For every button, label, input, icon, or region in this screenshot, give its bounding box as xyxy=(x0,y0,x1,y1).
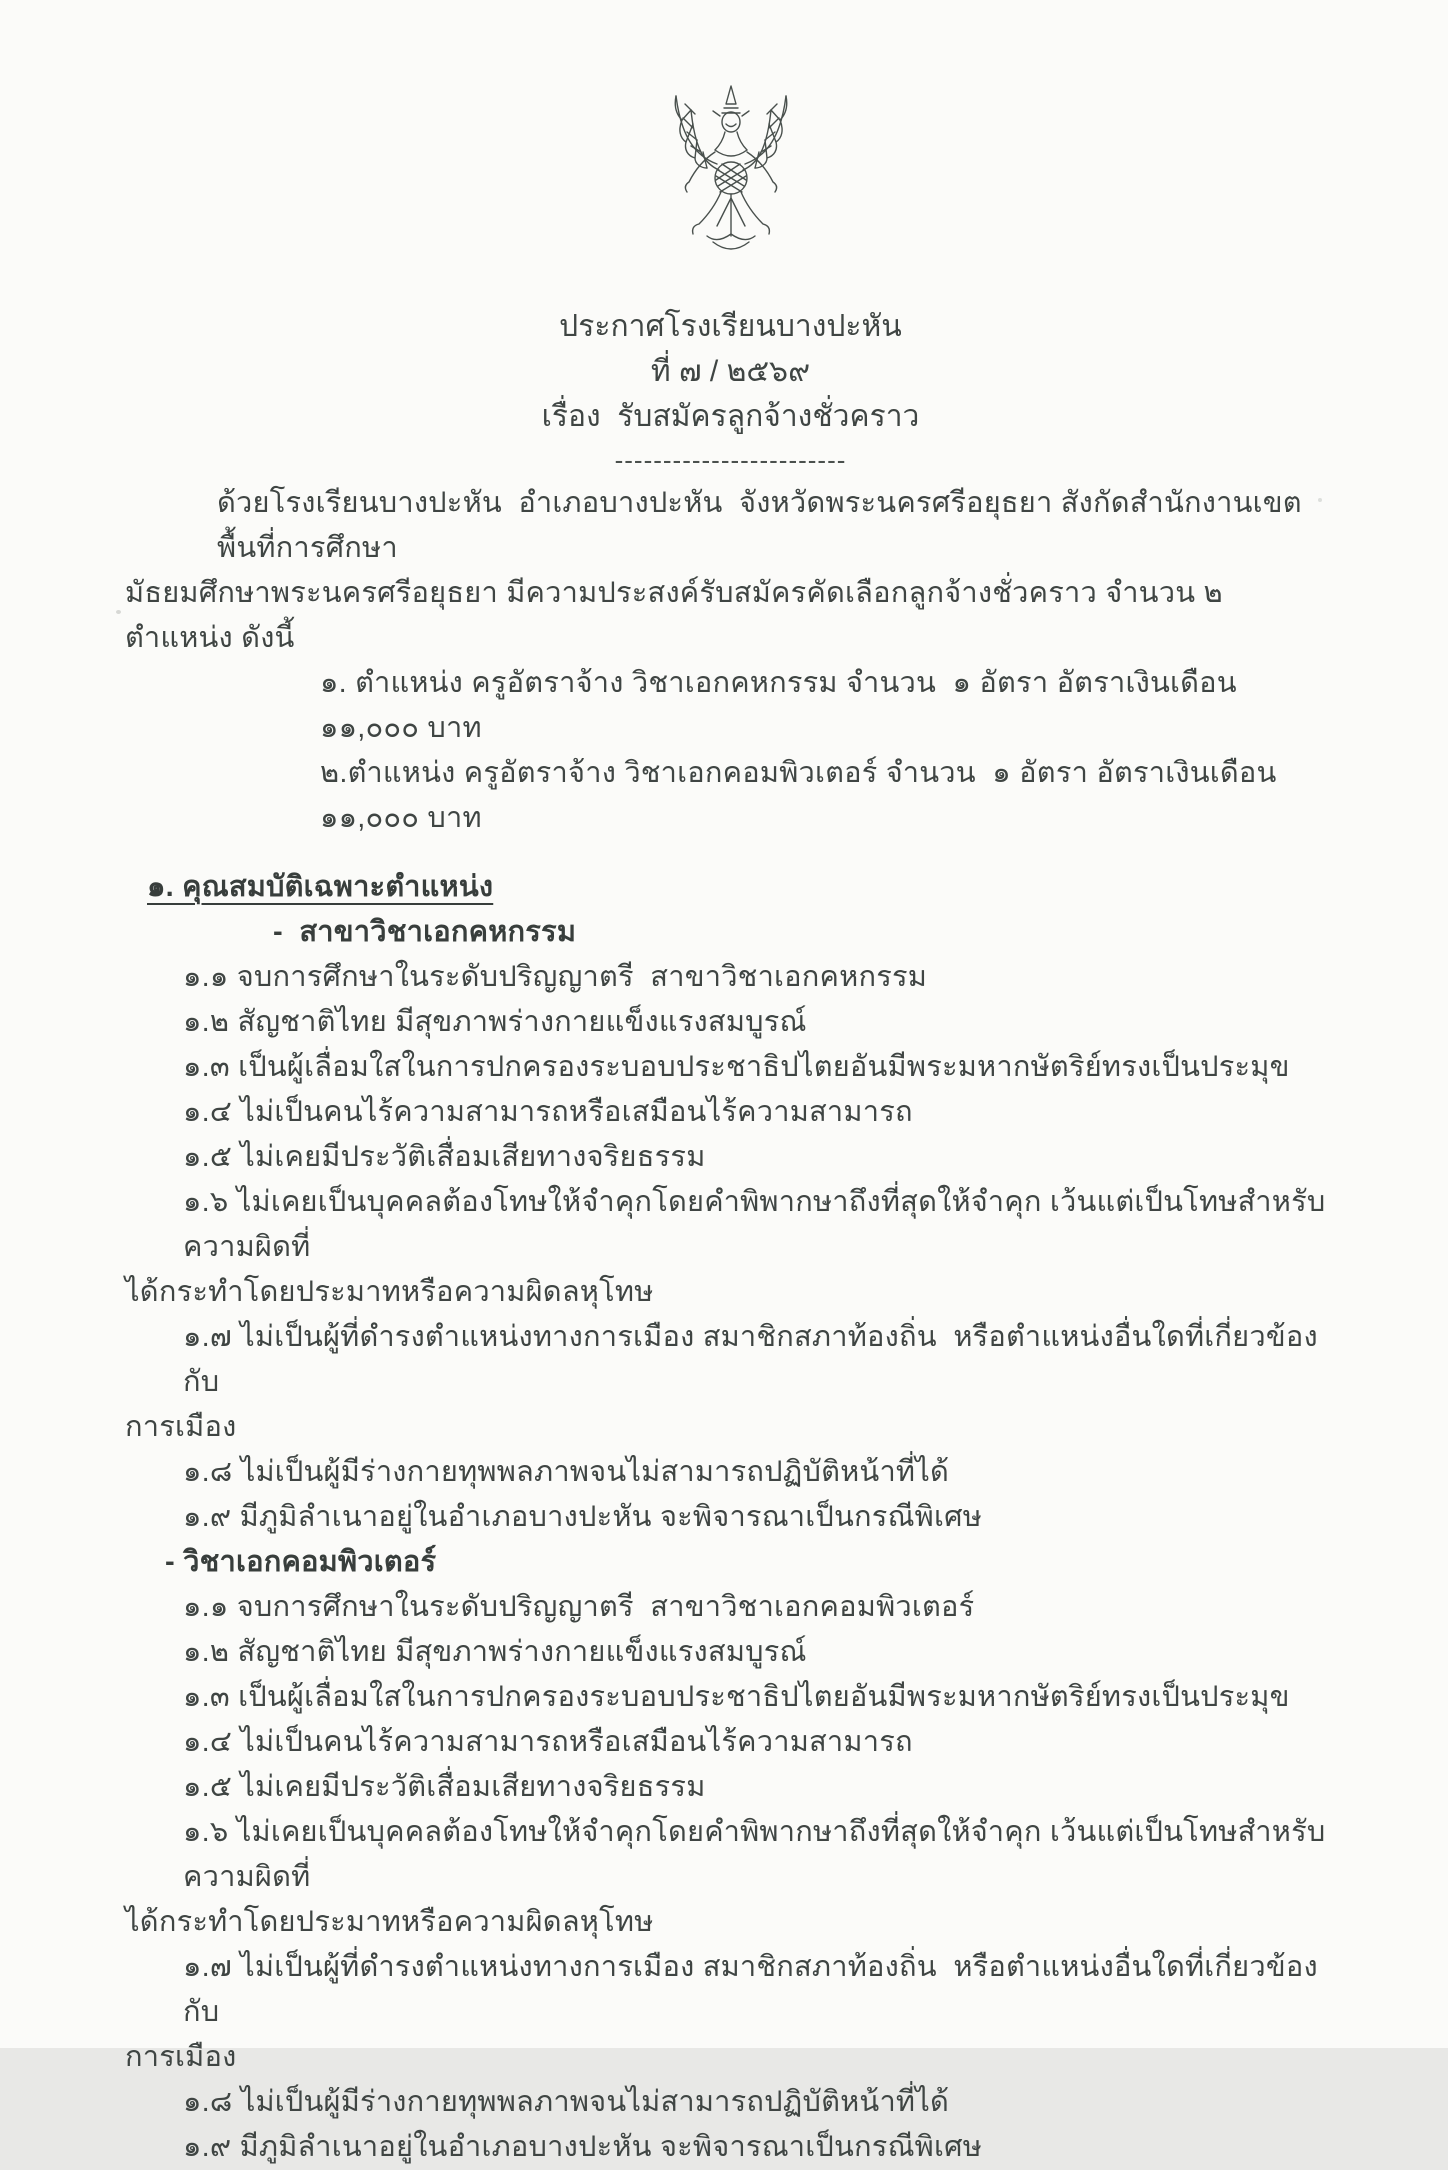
title-block xyxy=(125,304,1336,481)
qual-a-item-1-4: ๑.๔ ไม่เป็นคนไร้ความสามารถหรือเสมือนไร้ความสามารถ xyxy=(183,1096,913,1128)
qualifications-heading: ๑. คุณสมบัติเฉพาะตำแหน่ง xyxy=(147,871,494,903)
qual-a-item-1-1: ๑.๑ จบการศึกษาในระดับปริญญาตรี สาขาวิชาเอกคหกรรม xyxy=(183,961,928,993)
qual-b-item-1-4: ๑.๔ ไม่เป็นคนไร้ความสามารถหรือเสมือนไร้ความสามารถ xyxy=(183,1726,913,1758)
major-home-economics-subheading: - สาขาวิชาเอกคหกรรม xyxy=(273,916,577,948)
qual-b-item-1-9: ๑.๙ มีภูมิลำเนาอยู่ในอำเภอบางปะหัน จะพิจารณาเป็นกรณีพิเศษ xyxy=(183,2131,983,2163)
qual-b-item-1-6: ๑.๖ ไม่เคยเป็นบุคคลต้องโทษให้จำคุกโดยคำพิพากษาถึงที่สุดให้จำคุก เว้นแต่เป็นโทษสำหรับความผิดที่ xyxy=(183,1816,1326,1893)
qual-b-item-1-7: ๑.๗ ไม่เป็นผู้ที่ดำรงตำแหน่งทางการเมือง สมาชิกสภาท้องถิ่น หรือตำแหน่งอื่นใดที่เกี่ยวข้องกับ xyxy=(183,1951,1318,2028)
qual-a-item-1-7: ๑.๗ ไม่เป็นผู้ที่ดำรงตำแหน่งทางการเมือง สมาชิกสภาท้องถิ่น หรือตำแหน่งอื่นใดที่เกี่ยวข้องกับ xyxy=(183,1321,1318,1398)
intro-line-2: มัธยมศึกษาพระนครศรีอยุธยา มีความประสงค์รับสมัครคัดเลือกลูกจ้างชั่วคราว จำนวน ๒ ตำแหน่ง ดังนี้ xyxy=(125,577,1232,654)
qual-a-item-1-8: ๑.๘ ไม่เป็นผู้มีร่างกายทุพพลภาพจนไม่สามารถปฏิบัติหน้าที่ได้ xyxy=(183,1456,950,1488)
qual-a-item-1-2: ๑.๒ สัญชาติไทย มีสุขภาพร่างกายแข็งแรงสมบูรณ์ xyxy=(183,1006,807,1038)
qual-a-item-1-7-continued: การเมือง xyxy=(125,1411,237,1443)
qual-a-item-1-5: ๑.๕ ไม่เคยมีประวัติเสื่อมเสียทางจริยธรรม xyxy=(183,1141,706,1173)
garuda-emblem xyxy=(125,84,1336,292)
qual-b-item-1-3: ๑.๓ เป็นผู้เลื่อมใสในการปกครองระบอบประชาธิปไตยอันมีพระมหากษัตริย์ทรงเป็นประมุข xyxy=(183,1681,1290,1713)
qual-a-item-1-3: ๑.๓ เป็นผู้เลื่อมใสในการปกครองระบอบประชาธิปไตยอันมีพระมหากษัตริย์ทรงเป็นประมุข xyxy=(183,1051,1290,1083)
document-content xyxy=(125,84,1336,2170)
qual-b-item-1-2: ๑.๒ สัญชาติไทย มีสุขภาพร่างกายแข็งแรงสมบูรณ์ xyxy=(183,1636,807,1668)
position-1: ๑. ตำแหน่ง ครูอัตราจ้าง วิชาเอกคหกรรม จำนวน ๑ อัตรา อัตราเงินเดือน ๑๑,๐๐๐ บาท xyxy=(320,667,1246,744)
position-2: ๒.ตำแหน่ง ครูอัตราจ้าง วิชาเอกคอมพิวเตอร์ จำนวน ๑ อัตรา อัตราเงินเดือน ๑๑,๐๐๐ บาท xyxy=(320,757,1285,834)
garuda-emblem-drawing xyxy=(655,84,807,288)
qual-a-item-1-6-continued: ได้กระทำโดยประมาทหรือความผิดลหุโทษ xyxy=(125,1276,654,1308)
major-computer-subheading: - วิชาเอกคอมพิวเตอร์ xyxy=(165,1546,437,1578)
intro-line-1: ด้วยโรงเรียนบางปะหัน อำเภอบางปะหัน จังหวัดพระนครศรีอยุธยา สังกัดสำนักงานเขตพื้นที่การศึกษา xyxy=(217,487,1302,564)
qual-b-item-1-1: ๑.๑ จบการศึกษาในระดับปริญญาตรี สาขาวิชาเอกคอมพิวเตอร์ xyxy=(183,1591,975,1623)
qual-b-item-1-7-continued: การเมือง xyxy=(125,2041,237,2073)
announcement-number: ที่ ๗ / ๒๕๖๙ xyxy=(650,355,811,388)
qual-a-item-1-9: ๑.๙ มีภูมิลำเนาอยู่ในอำเภอบางปะหัน จะพิจารณาเป็นกรณีพิเศษ xyxy=(183,1501,983,1533)
scan-artifact xyxy=(116,610,121,614)
qual-b-item-1-6-continued: ได้กระทำโดยประมาทหรือความผิดลหุโทษ xyxy=(125,1906,654,1938)
announcement-subject: เรื่อง รับสมัครลูกจ้างชั่วคราว xyxy=(541,400,920,433)
qual-a-item-1-6: ๑.๖ ไม่เคยเป็นบุคคลต้องโทษให้จำคุกโดยคำพิพากษาถึงที่สุดให้จำคุก เว้นแต่เป็นโทษสำหรับความผิดที่ xyxy=(183,1186,1326,1263)
announcement-title: ประกาศโรงเรียนบางปะหัน xyxy=(559,310,902,343)
separator-dashes: ------------------------ xyxy=(614,445,847,475)
qual-b-item-1-8: ๑.๘ ไม่เป็นผู้มีร่างกายทุพพลภาพจนไม่สามารถปฏิบัติหน้าที่ได้ xyxy=(183,2086,950,2118)
spacer xyxy=(125,841,1336,865)
qual-b-item-1-5: ๑.๕ ไม่เคยมีประวัติเสื่อมเสียทางจริยธรรม xyxy=(183,1771,706,1803)
